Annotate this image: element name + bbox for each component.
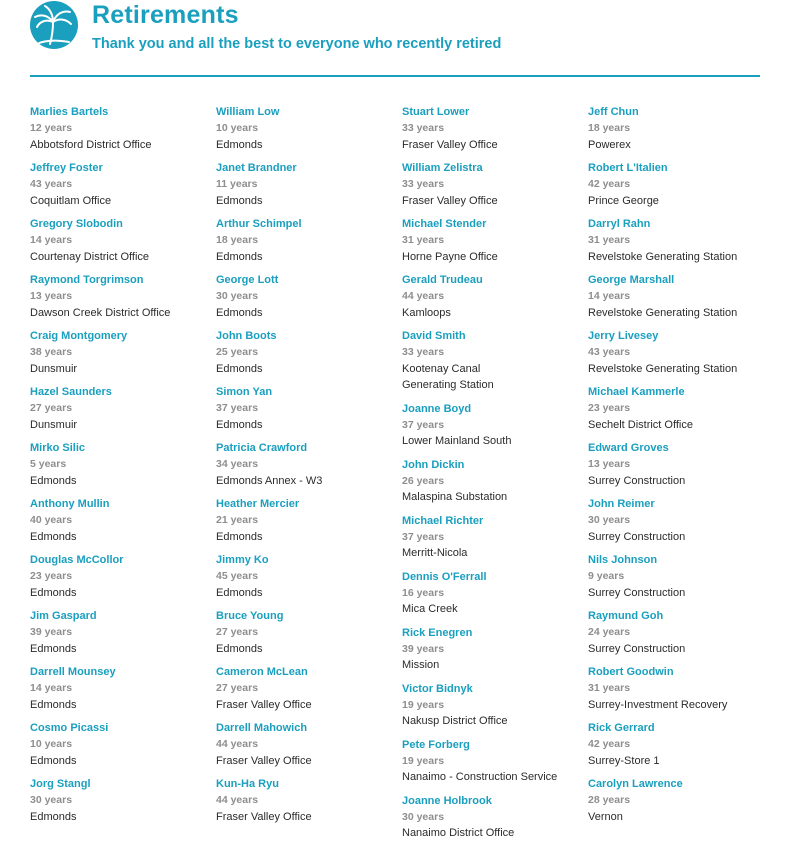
- retiree-years: 23 years: [30, 570, 73, 582]
- retiree-location: Surrey-Store 1: [588, 754, 660, 767]
- retiree-years: 42 years: [588, 738, 631, 750]
- retiree-name: Stuart Lower: [402, 106, 470, 118]
- retiree-entry: [402, 216, 582, 265]
- retiree-name: Robert L'Italien: [588, 162, 668, 174]
- retiree-entry: [402, 681, 582, 730]
- retiree-name: Darrell Mahowich: [216, 722, 308, 734]
- retiree-entry: [30, 384, 210, 433]
- retiree-years: 12 years: [30, 122, 73, 134]
- retiree-years: 30 years: [588, 514, 631, 526]
- retiree-years: 10 years: [216, 122, 259, 134]
- retiree-years: 27 years: [216, 626, 259, 638]
- retiree-name: Rick Gerrard: [588, 722, 655, 734]
- retiree-location: Surrey Construction: [588, 586, 686, 599]
- retiree-location: Edmonds: [30, 810, 77, 823]
- retiree-entry: [30, 720, 210, 769]
- retiree-years: 24 years: [588, 626, 631, 638]
- retiree-location: Revelstoke Generating Station: [588, 362, 738, 375]
- retiree-years: 33 years: [402, 346, 445, 358]
- retiree-location: Prince George: [588, 194, 659, 207]
- retiree-location: Powerex: [588, 138, 631, 151]
- retiree-years: 23 years: [588, 402, 631, 414]
- retiree-location: Surrey Construction: [588, 474, 686, 487]
- retiree-name: Cosmo Picassi: [30, 722, 109, 734]
- retiree-location: Edmonds: [216, 530, 263, 543]
- retiree-name: Jorg Stangl: [30, 778, 91, 790]
- retiree-entry: [402, 401, 582, 450]
- retiree-years: 5 years: [30, 458, 67, 470]
- retiree-name: Douglas McCollor: [30, 554, 124, 566]
- retiree-years: 14 years: [30, 682, 73, 694]
- retiree-entry: [402, 793, 582, 842]
- retiree-name: Patricia Crawford: [216, 442, 308, 454]
- retiree-name: John Reimer: [588, 498, 655, 510]
- retiree-location: Surrey-Investment Recovery: [588, 698, 728, 711]
- retiree-name: Janet Brandner: [216, 162, 297, 174]
- retiree-years: 9 years: [588, 570, 625, 582]
- retiree-name: Edward Groves: [588, 442, 669, 454]
- retiree-location: Kamloops: [402, 306, 451, 319]
- retiree-entry: [402, 104, 582, 153]
- retiree-entry: [402, 457, 582, 506]
- retiree-name: Victor Bidnyk: [402, 682, 473, 695]
- retiree-name: Jim Gaspard: [30, 610, 97, 622]
- retiree-location: Dunsmuir: [30, 362, 78, 375]
- retiree-location: Edmonds: [30, 642, 77, 655]
- header-divider: [30, 75, 760, 77]
- retiree-years: 31 years: [588, 234, 631, 246]
- retiree-entry: [588, 664, 768, 713]
- retiree-column: [402, 104, 582, 849]
- retiree-name: George Lott: [216, 274, 279, 286]
- retiree-name: Nils Johnson: [588, 554, 658, 566]
- retiree-years: 39 years: [30, 626, 73, 638]
- retiree-years: 18 years: [588, 122, 631, 134]
- retiree-entry: [588, 328, 768, 377]
- retiree-location: Fraser Valley Office: [402, 194, 498, 207]
- retiree-name: Cameron McLean: [216, 666, 308, 678]
- retiree-location: Edmonds: [216, 642, 263, 655]
- retiree-name: John Boots: [216, 330, 277, 342]
- retiree-location: Edmonds: [30, 474, 77, 487]
- retiree-name: George Marshall: [588, 274, 675, 286]
- retiree-years: 30 years: [30, 794, 73, 806]
- page-title: Retirements: [92, 1, 239, 29]
- retiree-years: 39 years: [402, 642, 445, 655]
- retiree-location: Edmonds: [30, 530, 77, 543]
- retiree-entry: [216, 160, 396, 209]
- retiree-years: 19 years: [402, 754, 445, 767]
- retiree-entry: [588, 104, 768, 153]
- retiree-years: 11 years: [216, 178, 258, 190]
- retiree-years: 14 years: [588, 290, 631, 302]
- retiree-location: Kootenay Canal Generating Station: [402, 362, 494, 391]
- retiree-name: Robert Goodwin: [588, 666, 674, 678]
- retiree-years: 14 years: [30, 234, 73, 246]
- retiree-entry: [402, 328, 582, 394]
- retiree-name: Arthur Schimpel: [216, 218, 302, 230]
- retiree-entry: [30, 552, 210, 601]
- retiree-location: Edmonds: [216, 250, 263, 263]
- retiree-name: Jimmy Ko: [216, 554, 269, 566]
- retiree-name: Jeffrey Foster: [30, 162, 103, 174]
- retiree-location: Dunsmuir: [30, 418, 78, 431]
- retiree-name: Joanne Boyd: [402, 402, 472, 415]
- retiree-name: Heather Mercier: [216, 498, 300, 510]
- retiree-name: Dennis O'Ferrall: [402, 570, 487, 583]
- retiree-entry: [30, 104, 210, 153]
- retiree-location: Malaspina Substation: [402, 491, 508, 503]
- retiree-entry: [216, 720, 396, 769]
- retiree-entry: [216, 216, 396, 265]
- retiree-entry: [30, 664, 210, 713]
- retiree-years: 31 years: [402, 234, 445, 246]
- retiree-name: Kun-Ha Ryu: [216, 778, 279, 790]
- retiree-name: Michael Kammerle: [588, 386, 685, 398]
- retiree-name: Darrell Mounsey: [30, 666, 116, 678]
- retiree-location: Sechelt District Office: [588, 418, 693, 431]
- retiree-name: Jeff Chun: [588, 106, 639, 118]
- retiree-entry: [216, 608, 396, 657]
- retiree-location: Merritt-Nicola: [402, 547, 468, 559]
- retiree-name: Mirko Silic: [30, 442, 86, 454]
- retiree-entry: [216, 552, 396, 601]
- retiree-years: 44 years: [216, 738, 259, 750]
- retiree-years: 19 years: [402, 698, 445, 711]
- retiree-years: 37 years: [402, 418, 445, 431]
- retiree-location: Mission: [402, 659, 440, 671]
- retiree-entry: [30, 496, 210, 545]
- retiree-years: 13 years: [588, 458, 631, 470]
- retiree-entry: [30, 776, 210, 825]
- retiree-years: 43 years: [30, 178, 73, 190]
- retiree-years: 26 years: [402, 474, 445, 487]
- retiree-entry: [216, 440, 396, 489]
- retiree-name: Simon Yan: [216, 386, 273, 398]
- retiree-name: Anthony Mullin: [30, 498, 110, 510]
- retiree-years: 10 years: [30, 738, 73, 750]
- retiree-location: Mica Creek: [402, 603, 458, 615]
- retiree-entry: [588, 384, 768, 433]
- retiree-location: Edmonds Annex - W3: [216, 474, 323, 487]
- retiree-years: 31 years: [588, 682, 631, 694]
- retiree-years: 42 years: [588, 178, 631, 190]
- retiree-years: 33 years: [402, 122, 445, 134]
- retiree-column: [588, 104, 768, 832]
- retiree-entry: [30, 440, 210, 489]
- retiree-entry: [30, 272, 210, 321]
- retiree-location: Edmonds: [216, 306, 263, 319]
- retiree-entry: [588, 216, 768, 265]
- retiree-years: 33 years: [402, 178, 445, 190]
- retiree-name: Jerry Livesey: [588, 330, 659, 342]
- retiree-name: David Smith: [402, 330, 466, 342]
- retiree-entry: [216, 384, 396, 433]
- retiree-name: Hazel Saunders: [30, 386, 112, 398]
- retiree-location: Abbotsford District Office: [30, 138, 152, 151]
- retiree-entry: [216, 104, 396, 153]
- retiree-name: John Dickin: [402, 458, 465, 471]
- retiree-location: Surrey Construction: [588, 530, 686, 543]
- retiree-name: Marlies Bartels: [30, 106, 109, 118]
- retiree-entry: [588, 496, 768, 545]
- retiree-years: 13 years: [30, 290, 73, 302]
- retiree-years: 43 years: [588, 346, 631, 358]
- retiree-location: Edmonds: [216, 586, 263, 599]
- retiree-location: Edmonds: [216, 138, 263, 151]
- retiree-entry: [402, 737, 582, 786]
- retiree-name: William Zelistra: [402, 162, 483, 174]
- retiree-location: Edmonds: [216, 418, 263, 431]
- retiree-entry: [216, 664, 396, 713]
- retiree-entry: [588, 440, 768, 489]
- retiree-years: 44 years: [216, 794, 259, 806]
- retiree-name: Michael Stender: [402, 218, 487, 230]
- retiree-years: 27 years: [30, 402, 73, 414]
- retiree-name: Gerald Trudeau: [402, 274, 483, 286]
- retiree-name: William Low: [216, 106, 280, 118]
- retiree-location: Edmonds: [216, 194, 263, 207]
- retiree-location: Lower Mainland South: [402, 435, 512, 447]
- retiree-years: 16 years: [402, 586, 445, 599]
- retiree-name: Bruce Young: [216, 610, 284, 622]
- retiree-column: [30, 104, 210, 832]
- retiree-location: Revelstoke Generating Station: [588, 306, 738, 319]
- retiree-entry: [588, 552, 768, 601]
- retiree-location: Coquitlam Office: [30, 194, 112, 207]
- retiree-name: Raymund Goh: [588, 610, 664, 622]
- retiree-location: Revelstoke Generating Station: [588, 250, 738, 263]
- retiree-years: 34 years: [216, 458, 259, 470]
- retiree-years: 45 years: [216, 570, 259, 582]
- retiree-location: Nakusp District Office: [402, 715, 508, 727]
- retiree-name: Joanne Holbrook: [402, 794, 492, 807]
- retiree-location: Horne Payne Office: [402, 250, 498, 263]
- retiree-name: Gregory Slobodin: [30, 218, 123, 230]
- retiree-entry: [30, 160, 210, 209]
- retiree-location: Edmonds: [30, 754, 77, 767]
- retiree-location: Nanaimo District Office: [402, 827, 515, 839]
- retiree-location: Surrey Construction: [588, 642, 686, 655]
- retiree-entry: [588, 160, 768, 209]
- retiree-years: 27 years: [216, 682, 259, 694]
- retiree-entry: [30, 608, 210, 657]
- retiree-name: Pete Forberg: [402, 738, 470, 751]
- retiree-entry: [402, 513, 582, 562]
- retiree-name: Rick Enegren: [402, 626, 473, 639]
- retiree-location: Fraser Valley Office: [402, 138, 498, 151]
- retiree-entry: [402, 625, 582, 674]
- retiree-name: Michael Richter: [402, 514, 484, 527]
- retiree-location: Fraser Valley Office: [216, 754, 312, 767]
- retiree-location: Courtenay District Office: [30, 250, 150, 263]
- retiree-entry: [216, 776, 396, 825]
- retiree-location: Edmonds: [30, 698, 77, 711]
- retiree-name: Darryl Rahn: [588, 218, 651, 230]
- retiree-entry: [402, 569, 582, 618]
- retiree-location: Vernon: [588, 810, 623, 823]
- retiree-column: [216, 104, 396, 832]
- retiree-years: 30 years: [402, 810, 445, 823]
- palm-tree-icon: [29, 0, 79, 50]
- retiree-entry: [30, 328, 210, 377]
- retiree-location: Fraser Valley Office: [216, 810, 312, 823]
- retiree-years: 40 years: [30, 514, 73, 526]
- retiree-location: Nanaimo - Construction Service: [402, 771, 558, 783]
- page-subtitle: Thank you and all the best to everyone who recently retired: [92, 36, 502, 52]
- retiree-years: 18 years: [216, 234, 259, 246]
- retiree-years: 30 years: [216, 290, 259, 302]
- retiree-years: 37 years: [402, 530, 445, 543]
- retiree-years: 21 years: [216, 514, 259, 526]
- retiree-location: Fraser Valley Office: [216, 698, 312, 711]
- retiree-years: 38 years: [30, 346, 73, 358]
- retiree-years: 25 years: [216, 346, 259, 358]
- retiree-name: Craig Montgomery: [30, 330, 128, 342]
- retiree-entry: [216, 328, 396, 377]
- retiree-location: Edmonds: [216, 362, 263, 375]
- retiree-entry: [588, 776, 768, 825]
- retiree-years: 37 years: [216, 402, 259, 414]
- retiree-name: Carolyn Lawrence: [588, 778, 683, 790]
- retiree-entry: [402, 272, 582, 321]
- retiree-location: Dawson Creek District Office: [30, 306, 171, 319]
- retiree-entry: [402, 160, 582, 209]
- retiree-location: Edmonds: [30, 586, 77, 599]
- retiree-years: 28 years: [588, 794, 631, 806]
- retiree-entry: [588, 272, 768, 321]
- retiree-entry: [216, 272, 396, 321]
- retiree-entry: [30, 216, 210, 265]
- retiree-entry: [216, 496, 396, 545]
- retiree-years: 44 years: [402, 290, 445, 302]
- retiree-name: Raymond Torgrimson: [30, 274, 144, 286]
- retiree-entry: [588, 608, 768, 657]
- retiree-entry: [588, 720, 768, 769]
